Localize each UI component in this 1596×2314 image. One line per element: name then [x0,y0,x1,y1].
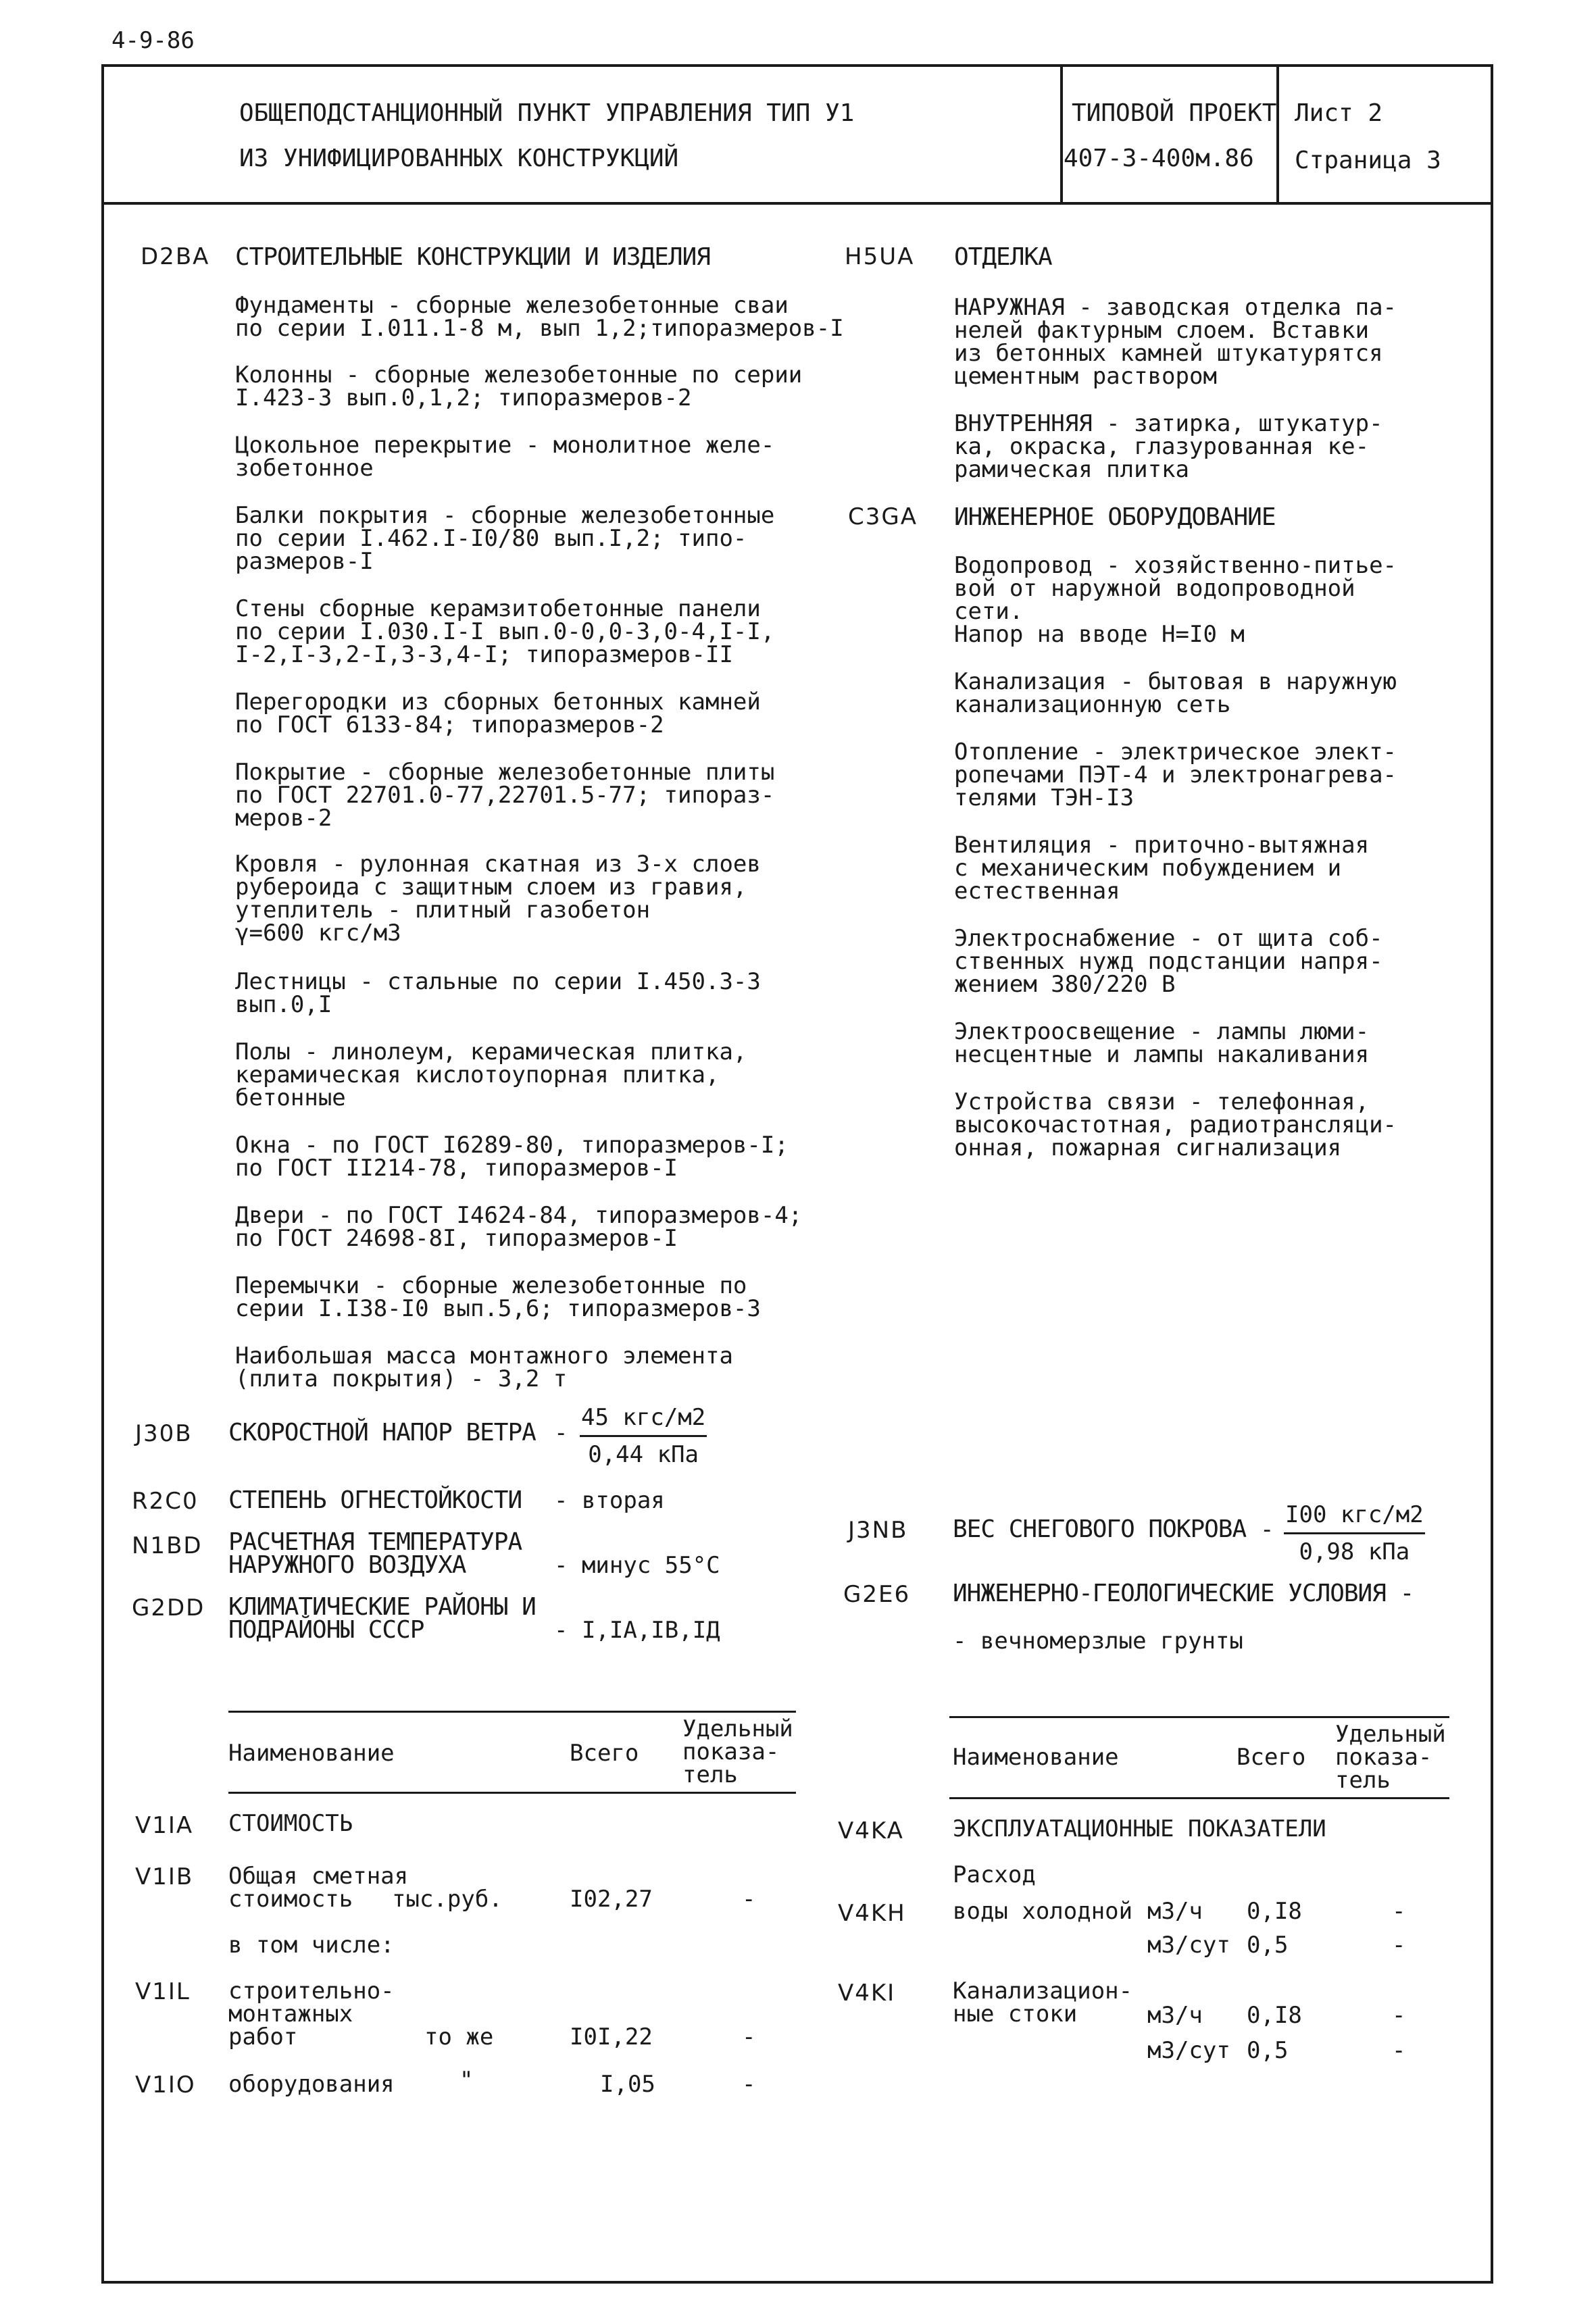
cell-name: монтажных [228,2001,353,2028]
list-item: вып.0,I [235,991,332,1018]
cell-total: I0I,22 [570,2023,653,2051]
list-item: сети. [954,598,1024,625]
cell-spec: - [1392,1932,1406,1959]
cell-name: Канализацион- [953,1978,1133,2005]
list-item: Отопление - электрическое элект- [954,738,1397,765]
list-item: высокочастотная, радиотрансляци- [954,1111,1397,1138]
consumption-label: Расход [953,1861,1036,1888]
geo-code: G2E6 [843,1581,911,1608]
row-code: V1IL [135,1978,191,2005]
cell-unit: м3/ч [1147,2002,1203,2029]
page-number: Страница 3 [1295,147,1441,174]
cell-unit: " [459,2067,474,2094]
list-item: керамическая кислотоупорная плитка, [235,1061,720,1088]
column-header-spec: показа- [682,1738,780,1765]
cell-unit: м3/ч [1147,1898,1203,1925]
list-item: несцентные и лампы накаливания [954,1041,1370,1068]
wind-dash: - [554,1419,568,1447]
list-item: I.423-3 вып.0,1,2; типоразмеров-2 [235,384,692,411]
cell-total: I,05 [600,2071,655,2098]
document-code: 4-9-86 [111,27,195,54]
title-block [104,67,1491,205]
cell-name: работ [228,2023,298,2051]
cell-spec: - [742,2023,756,2051]
list-item: по серии I.462.I-I0/80 вып.I,2; типо- [235,525,747,552]
list-item: Балки покрытия - сборные железобетонные [235,502,775,529]
cell-name: стоимость [228,1886,353,1913]
fire-value: - вторая [554,1487,665,1514]
section-code: D2BA [141,243,210,270]
column-header-name: Наименование [228,1740,395,1767]
table-rule [228,1792,796,1794]
section-title-constructions: СТРОИТЕЛЬНЫЕ КОНСТРУКЦИИ И ИЗДЕЛИЯ [235,243,710,271]
list-item: жением 380/220 В [954,971,1176,998]
list-item: Полы - линолеум, керамическая плитка, [235,1038,747,1065]
list-item: ропечами ПЭТ-4 и электронагрева- [954,761,1397,788]
list-item: по серии I.030.I-I вып.0-0,0-3,0-4,I-I, [235,618,775,645]
wind-code: J30B [135,1420,193,1447]
list-item: Покрытие - сборные железобетонные плиты [235,759,775,786]
list-item: из бетонных камней штукатурятся [954,340,1383,367]
climate-value: - I,IA,IB,IД [554,1617,720,1644]
cell-total: I02,27 [570,1886,653,1913]
list-item: Цокольное перекрытие - монолитное желе- [235,432,775,459]
list-item: Перемычки - сборные железобетонные по [235,1272,747,1299]
column-header-name: Наименование [953,1744,1119,1771]
fire-label: СТЕПЕНЬ ОГНЕСТОЙКОСТИ [228,1486,522,1514]
list-item: Электроснабжение - от щита соб- [954,925,1383,952]
cell-name: строительно- [228,1978,395,2005]
geo-value: - вечномерзлые грунты [953,1628,1243,1655]
list-item: размеров-I [235,548,374,575]
title-block-divider [1060,67,1063,202]
cell-spec: - [742,1886,756,1913]
cell-unit: м3/сут [1147,2037,1230,2064]
project-label: ТИПОВОЙ ПРОЕКТ [1072,99,1277,127]
snow-load-value [1284,1501,1425,1565]
cell-name: воды холодной [953,1898,1133,1925]
snow-kgs: I00 кгс/м2 [1284,1501,1425,1534]
list-item: канализационную сеть [954,691,1231,718]
list-item: Стены сборные керамзитобетонные панели [235,595,761,622]
list-item: по ГОСТ 22701.0-77,22701.5-77; типораз- [235,782,775,809]
list-item: I-2,I-3,2-I,3-3,4-I; типоразмеров-II [235,641,733,668]
list-item: Колонны - сборные железобетонные по серии [235,361,803,388]
cell-name: Общая сметная [228,1863,409,1890]
list-item: Водопровод - хозяйственно-питье- [954,552,1397,579]
list-item: Двери - по ГОСТ I4624-84, типоразмеров-4; [235,1202,803,1229]
climate-label-2: ПОДРАЙОНЫ СССР [228,1616,424,1644]
row-code: V4KH [838,1900,906,1927]
list-item: меров-2 [235,805,332,832]
list-item: по серии I.011.1-8 м, вып 1,2;типоразмеров-I [235,315,844,342]
list-item: ка, окраска, глазурованная ке- [954,433,1370,460]
column-header-spec: показа- [1335,1744,1432,1771]
list-item: Перегородки из сборных бетонных камней [235,688,761,715]
section-title-finish: ОТДЕЛКА [954,243,1052,271]
list-item: по ГОСТ 24698-8I, типоразмеров-I [235,1225,678,1252]
title-line-2: ИЗ УНИФИЦИРОВАННЫХ КОНСТРУКЦИЙ [239,145,679,172]
cell-unit: тыс.руб. [392,1886,503,1913]
section-code: C3GA [848,503,918,530]
section-label: СТОИМОСТЬ [228,1810,353,1837]
column-header-total: Всего [1237,1744,1306,1771]
table-rule [949,1716,1449,1718]
wind-kgs: 45 кгс/м2 [580,1404,707,1437]
list-item: Наибольшая масса монтажного элемента [235,1342,733,1369]
list-item: нелей фактурным слоем. Вставки [954,317,1370,344]
temp-label-1: РАСЧЕТНАЯ ТЕМПЕРАТУРА [228,1528,522,1556]
list-item: Кровля - рулонная скатная из 3-х слоев [235,851,761,878]
list-item: по ГОСТ II214-78, типоразмеров-I [235,1155,678,1182]
table-rule [949,1797,1449,1799]
list-item: Канализация - бытовая в наружную [954,668,1397,695]
list-item: телями ТЭН-I3 [954,784,1134,811]
section-title-engineering: ИНЖЕНЕРНОЕ ОБОРУДОВАНИЕ [954,503,1276,531]
list-item: утеплитель - плитный газобетон [235,897,651,924]
list-item: Окна - по ГОСТ I6289-80, типоразмеров-I; [235,1132,789,1159]
table-rule [228,1711,796,1713]
geo-label: ИНЖЕНЕРНО-ГЕОЛОГИЧЕСКИЕ УСЛОВИЯ - [953,1580,1414,1607]
list-item: серии I.I38-I0 вып.5,6; типоразмеров-3 [235,1295,761,1322]
list-item: γ=600 кгс/м3 [235,920,401,947]
row-code: V1IO [135,2071,196,2098]
list-item: рубероида с защитным слоем из гравия, [235,874,747,901]
cell-total: 0,I8 [1247,2002,1302,2029]
column-header-spec: тель [682,1761,738,1788]
list-item: ВНУТРЕННЯЯ - затирка, штукатур- [954,410,1383,437]
title-line-1: ОБЩЕПОДСТАНЦИОННЫЙ ПУНКТ УПРАВЛЕНИЯ ТИП У1 [239,99,855,127]
list-item: онная, пожарная сигнализация [954,1134,1342,1161]
project-number: 407-3-400м.86 [1064,145,1254,172]
wind-label: СКОРОСТНОЙ НАПОР ВЕТРА [228,1419,536,1447]
cell-spec: - [1392,2037,1406,2064]
section-code: H5UA [845,243,915,270]
list-item: Устройства связи - телефонная, [954,1088,1370,1115]
list-item: Вентиляция - приточно-вытяжная [954,832,1370,859]
column-header-spec: Удельный [682,1715,793,1742]
climate-label-1: КЛИМАТИЧЕСКИЕ РАЙОНЫ И [228,1593,536,1621]
cell-spec: - [1392,1898,1406,1925]
fire-code: R2C0 [132,1488,199,1515]
list-item: Фундаменты - сборные железобетонные сваи [235,292,789,319]
list-item: рамическая плитка [954,456,1189,483]
cell-spec: - [742,2071,756,2098]
list-item: Электроосвещение - лампы люми- [954,1018,1370,1045]
cell-unit: м3/сут [1147,1932,1230,1959]
snow-code: J3NB [848,1517,908,1544]
snow-kpa: 0,98 кПа [1299,1538,1410,1565]
row-code: V1IB [135,1863,194,1890]
cell-total: 0,5 [1247,2037,1289,2064]
cell-total: 0,I8 [1247,1898,1302,1925]
sheet-number: Лист 2 [1295,99,1383,127]
list-item: вой от наружной водопроводной [954,575,1355,602]
list-item: по ГОСТ 6133-84; типоразмеров-2 [235,711,664,738]
list-item: естественная [954,878,1120,905]
list-item: Лестницы - стальные по серии I.450.3-3 [235,968,761,995]
temp-label-2: НАРУЖНОГО ВОЗДУХА [228,1551,466,1579]
list-item: ственных нужд подстанции напря- [954,948,1383,975]
cell-name: ные стоки [953,2001,1078,2028]
cell-spec: - [1392,2002,1406,2029]
title-block-divider [1276,67,1279,202]
cell-unit: то же [424,2023,494,2051]
wind-pressure-value [580,1404,707,1468]
climate-code: G2DD [132,1594,205,1621]
list-item: НАРУЖНАЯ - заводская отделка па- [954,294,1397,321]
list-item: (плита покрытия) - 3,2 т [235,1365,568,1392]
list-item: с механическим побуждением и [954,855,1342,882]
temp-value: - минус 55°С [554,1552,720,1579]
row-code: V4KI [838,1980,896,2007]
cell-name: оборудования [228,2071,395,2098]
row-code: V1IA [135,1812,194,1839]
snow-dash: - [1260,1516,1274,1543]
list-item: цементным раствором [954,363,1217,390]
snow-label: ВЕС СНЕГОВОГО ПОКРОВА [953,1515,1247,1543]
section-label: ЭКСПЛУАТАЦИОННЫЕ ПОКАЗАТЕЛИ [953,1815,1326,1842]
temp-code: N1BD [132,1532,203,1559]
row-code: V4KA [838,1817,904,1844]
column-header-total: Всего [570,1740,639,1767]
column-header-spec: тель [1335,1767,1391,1794]
wind-kpa: 0,44 кПа [588,1441,699,1468]
list-item: Напор на вводе Н=I0 м [954,621,1245,648]
cell-total: 0,5 [1247,1932,1289,1959]
column-header-spec: Удельный [1335,1721,1446,1748]
list-item: зобетонное [235,455,374,482]
including-label: в том числе: [228,1932,395,1959]
list-item: бетонные [235,1084,346,1111]
